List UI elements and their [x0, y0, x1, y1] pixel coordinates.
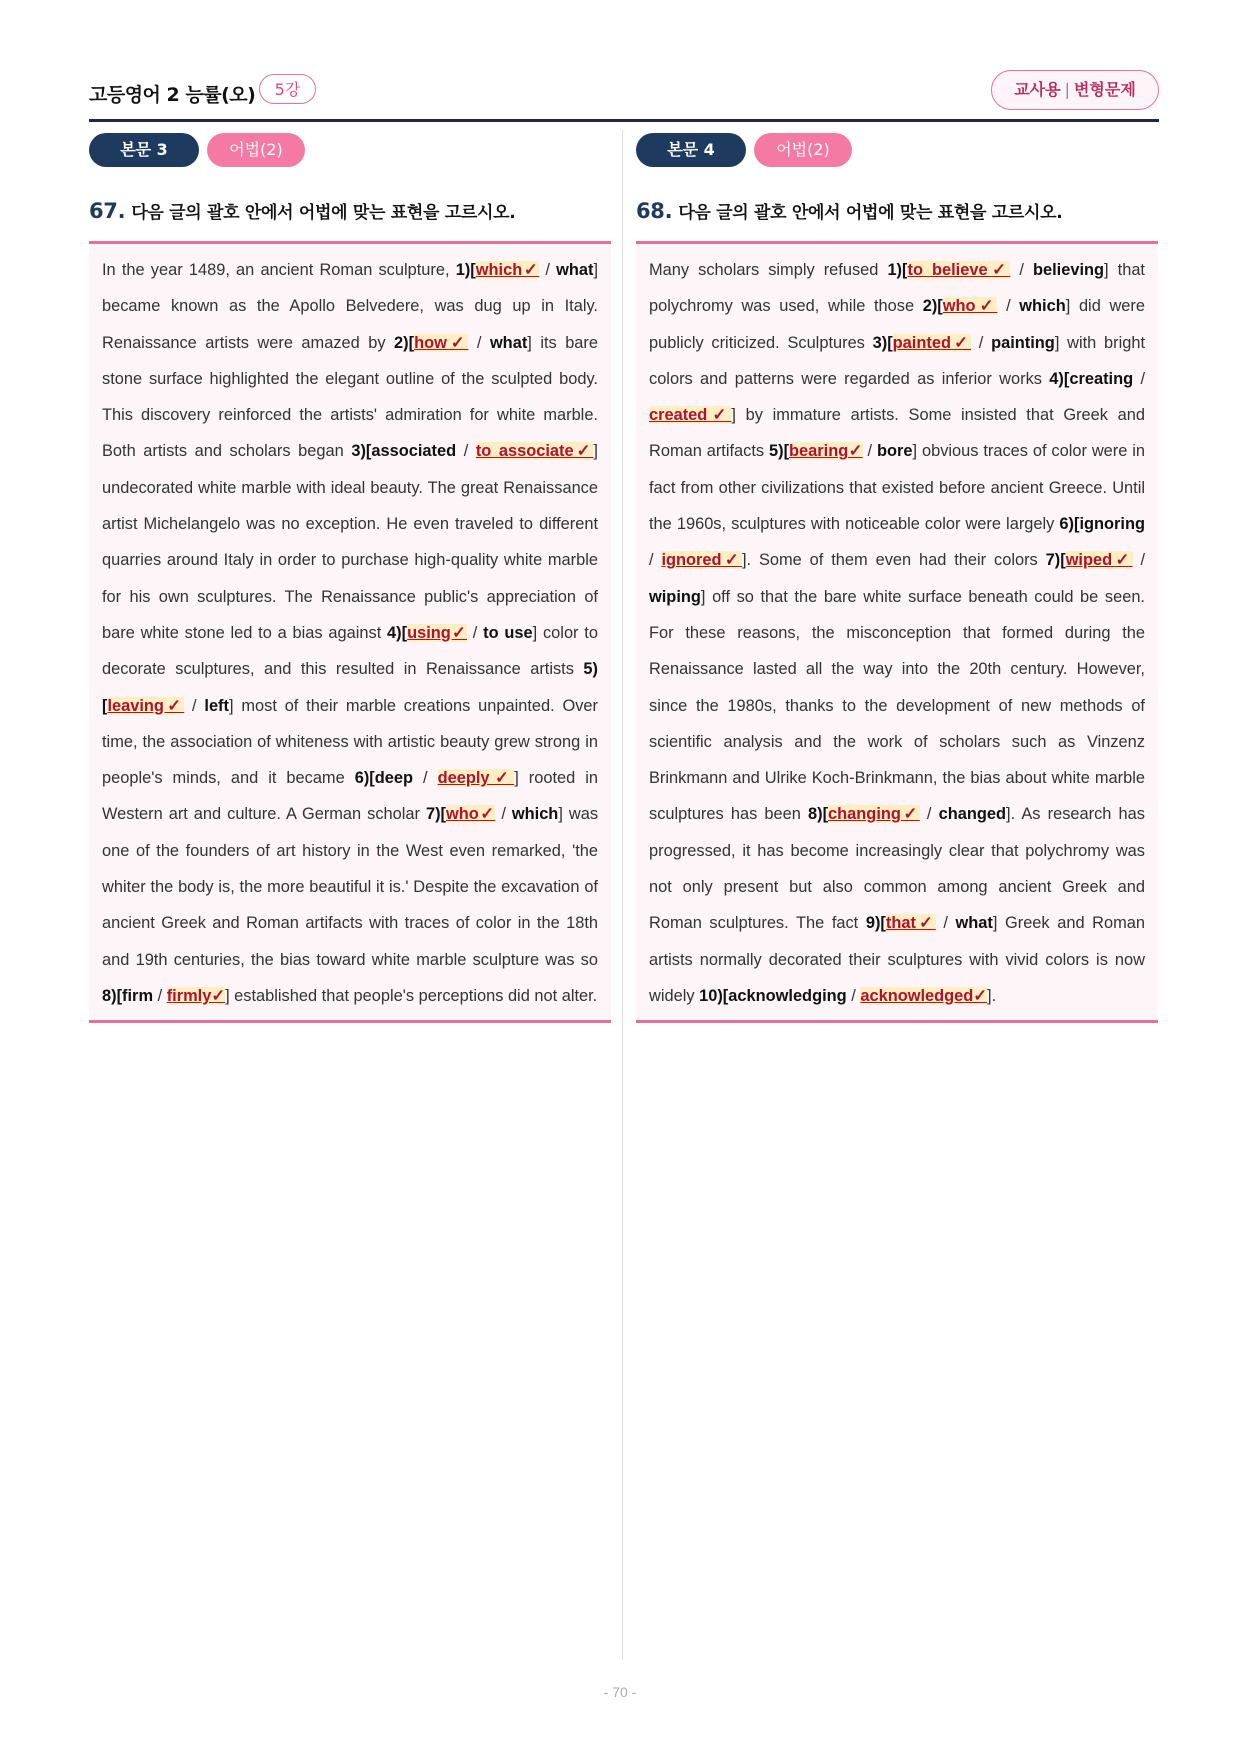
question-title [636, 198, 1158, 223]
blank-choice-group [387, 624, 537, 642]
question-text: 다음 글의 괄호 안에서 어법에 맞는 표현을 고르시오. [678, 203, 1063, 223]
choice: associated [371, 442, 457, 461]
choice: which [511, 805, 559, 824]
blank-number: 8)[ [102, 986, 123, 1005]
blank-choice-group [808, 805, 1011, 823]
blank-number: 7)[ [425, 805, 446, 824]
bracket-close: ] [700, 587, 706, 606]
choice-separator: / [649, 551, 662, 570]
passage-text-run: off so that the bare white surface beneath could be seen. For these reasons, the misconception that formed during the Renaissance lasted all the way into the 20th century. However, since the 1980s, thanks to the development of new methods of scientific analysis and the work of scholars such as Vinzenz Brinkmann and Ulrike Koch-Brinkmann, the bias about white marble sculptures has been [649, 587, 1145, 824]
correct-choice: who✓ [446, 805, 496, 824]
choice-separator: / [935, 914, 956, 933]
correct-choice: that✓ [885, 914, 936, 933]
header-rule [89, 119, 1159, 122]
passage-text-run: undecorated white marble with ideal beauty. The great Renaissance artist Michelangelo was no exception. He even traveled to different quarries around Italy in order to purchase high-quality white marble for his own sculptures. The Renaissance public's appreciation of bare white stone led to a bias against [102, 478, 598, 642]
category-pill: 어법(2) [754, 133, 852, 167]
bracket-close: ] [532, 623, 538, 642]
bracket-close: ] [593, 261, 598, 279]
passage-text [649, 252, 1145, 1014]
bracket-close: ] [1054, 333, 1060, 352]
choice: deep [374, 769, 414, 788]
choice-separator: / [862, 442, 877, 461]
blank-choice-group [887, 261, 1108, 279]
blank-number: 6)[ [1059, 515, 1080, 534]
passage-box [636, 244, 1158, 1023]
bracket-close: ] [741, 551, 747, 570]
question-title [89, 198, 611, 223]
blank-choice-group [102, 987, 230, 1005]
passage-text-run: . [991, 986, 997, 1005]
correct-choice: leaving✓ [107, 696, 185, 715]
correct-choice: to associate✓ [475, 442, 594, 461]
choice-separator: / [1132, 551, 1145, 570]
category-pill: 어법(2) [207, 133, 305, 167]
correct-choice: which✓ [475, 261, 540, 279]
blank-choice-group [769, 442, 917, 460]
correct-choice: painted✓ [892, 333, 972, 352]
passage-text-run: established that people's perceptions did not alter. [229, 986, 598, 1005]
choice: believing [1032, 261, 1105, 279]
blank-choice-group [426, 805, 563, 823]
blank-choice-group [355, 769, 519, 787]
bracket-close: ] [987, 986, 992, 1005]
choice-separator: / [467, 623, 484, 642]
blank-number: 1)[ [455, 261, 476, 279]
choice: creating [1069, 369, 1134, 388]
correct-choice: bearing✓ [789, 442, 863, 461]
blank-choice-group [923, 297, 1071, 315]
lesson-badge: 5강 [259, 74, 316, 104]
bracket-close: ] [514, 769, 519, 788]
blank-number: 4)[ [1049, 369, 1070, 388]
bracket-close: ] [1065, 297, 1071, 316]
choice-separator: / [846, 986, 861, 1005]
passage-text-run: . As research has progressed, it has become increasingly clear that polychromy was not only present but also common among ancient Greek and Roman sculptures. The fact [649, 805, 1145, 933]
correct-choice: who✓ [942, 297, 998, 316]
passage-text-run: Many scholars simply refused [649, 261, 888, 279]
document-type-badge [991, 70, 1159, 110]
type-label-variant: 변형문제 [1073, 80, 1136, 99]
bracket-close: ] [558, 805, 563, 824]
passage-text-run: rooted in Western art and culture. A German scholar [102, 769, 598, 824]
choice-separator: / [184, 696, 205, 715]
correct-choice: using✓ [407, 623, 467, 642]
passage-text-run: most of their marble creations unpainted. Over time, the association of whiteness with artistic beauty grew strong in people's minds, and it became [102, 696, 598, 788]
choice: to use [483, 623, 533, 642]
type-separator: | [1064, 80, 1070, 99]
choice: wiping [649, 587, 701, 606]
book-title: 고등영어 2 능률(오) [89, 84, 256, 106]
bracket-close: ] [225, 986, 230, 1005]
blank-number: 5)[ [102, 660, 598, 715]
passage-text-run: In the year 1489, an ancient Roman sculpture, [102, 261, 456, 279]
choice-separator: / [919, 805, 939, 824]
passage-text-run: its bare stone surface highlighted the elegant outline of the sculpted body. This discovery reinforced the artists' admiration for white marble. Both artists and scholars began [102, 333, 598, 461]
choice-separator: / [495, 805, 512, 824]
blank-number: 8)[ [808, 805, 829, 824]
blank-choice-group [699, 987, 991, 1005]
blank-number: 5)[ [769, 442, 790, 461]
passage-text [102, 252, 598, 1014]
choice: what [556, 261, 594, 279]
bracket-close: ] [527, 333, 532, 352]
correct-choice: wiped✓ [1065, 551, 1133, 570]
correct-choice: how✓ [414, 333, 469, 352]
passage-text-run: did were publicly criticized. Sculptures [649, 297, 1145, 352]
passage-text-run: color to decorate sculptures, and this resulted in Renaissance artists [102, 623, 598, 679]
blank-choice-group [351, 442, 598, 460]
correct-choice: ignored✓ [661, 551, 742, 570]
choice: ignoring [1079, 515, 1145, 534]
correct-choice: acknowledged✓ [860, 986, 988, 1005]
choice-separator: / [971, 333, 992, 352]
correct-choice: to believe✓ [907, 261, 1011, 279]
passage-text-run: was one of the founders of art history in the West even remarked, 'the whiter the body is, the more beautiful it is.' Despite the excavation of ancient Greek and Roman artifacts with traces of color in the 18th and 19th centuries, the bias toward white marble sculpture was so [102, 805, 599, 969]
choice-separator: / [456, 442, 476, 461]
blank-number: 10)[ [699, 986, 729, 1005]
bracket-close: ] [228, 696, 234, 715]
bracket-close: ] [1006, 805, 1011, 824]
section-pill: 본문 3 [89, 133, 199, 167]
blank-choice-group [873, 334, 1060, 352]
page-number: - 70 - [603, 1684, 637, 1700]
passage-text-run: with bright colors and patterns were regarded as inferior works [649, 333, 1145, 388]
bracket-close: ] [1104, 261, 1109, 279]
passage-text-run: Greek and Roman artists normally decorated their sculptures with vivid colors is now widely [649, 914, 1145, 1005]
choice-separator: / [1010, 261, 1033, 279]
passage-text-run: that polychromy was used, while those [649, 261, 1145, 316]
blank-choice-group [394, 334, 532, 352]
choice-separator: / [468, 333, 490, 352]
choice: acknowledging [728, 986, 847, 1005]
correct-choice: deeply✓ [437, 769, 515, 788]
correct-choice: firmly✓ [166, 986, 226, 1005]
blank-number: 1)[ [887, 261, 908, 279]
type-label-teacher: 교사용 [1014, 80, 1061, 99]
choice-separator: / [1133, 369, 1145, 388]
passage-text-run: became known as the Apollo Belvedere, was dug up in Italy. Renaissance artists were amazed by [102, 297, 598, 352]
choice-separator: / [153, 986, 167, 1005]
choice-separator: / [997, 297, 1020, 316]
section-pill: 본문 4 [636, 133, 746, 167]
choice: what [489, 333, 528, 352]
choice-separator: / [539, 261, 557, 279]
blank-number: 6)[ [354, 769, 375, 788]
correct-choice: changing✓ [828, 805, 920, 824]
blank-choice-group [456, 261, 598, 279]
choice-separator: / [413, 769, 438, 788]
bracket-close: ] [912, 442, 918, 461]
question-number: 68. [636, 199, 673, 223]
question-number: 67. [89, 199, 126, 223]
choice: what [955, 914, 993, 933]
question-text: 다음 글의 괄호 안에서 어법에 맞는 표현을 고르시오. [131, 203, 516, 223]
bracket-close: ] [593, 442, 598, 461]
correct-choice: created✓ [649, 406, 732, 425]
choice: firm [122, 986, 154, 1005]
blank-number: 4)[ [387, 623, 408, 642]
blank-number: 2)[ [922, 297, 943, 316]
blank-number: 3)[ [351, 442, 372, 461]
blank-number: 2)[ [394, 333, 415, 352]
passage-text-run: . Some of them even had their colors [746, 551, 1046, 570]
choice: painting [991, 333, 1055, 352]
blank-number: 3)[ [872, 333, 893, 352]
passage-text-run: by immature artists. Some insisted that Greek and Roman artifacts [649, 406, 1146, 461]
choice: bore [876, 442, 913, 461]
choice: which [1019, 297, 1066, 316]
passage-box [89, 244, 611, 1023]
blank-number: 7)[ [1045, 551, 1066, 570]
page-header [89, 74, 1159, 120]
blank-choice-group [866, 914, 998, 932]
blank-number: 9)[ [865, 914, 886, 933]
choice: changed [938, 805, 1007, 824]
choice: left [204, 696, 229, 715]
bracket-close: ] [992, 914, 998, 933]
passage-text-run: obvious traces of color were in fact from other civilizations that existed before ancient Greece. Until the 1960s, sculptures with noticeable color were largely [649, 442, 1145, 534]
column-divider [622, 130, 623, 1660]
bracket-close: ] [731, 406, 736, 425]
